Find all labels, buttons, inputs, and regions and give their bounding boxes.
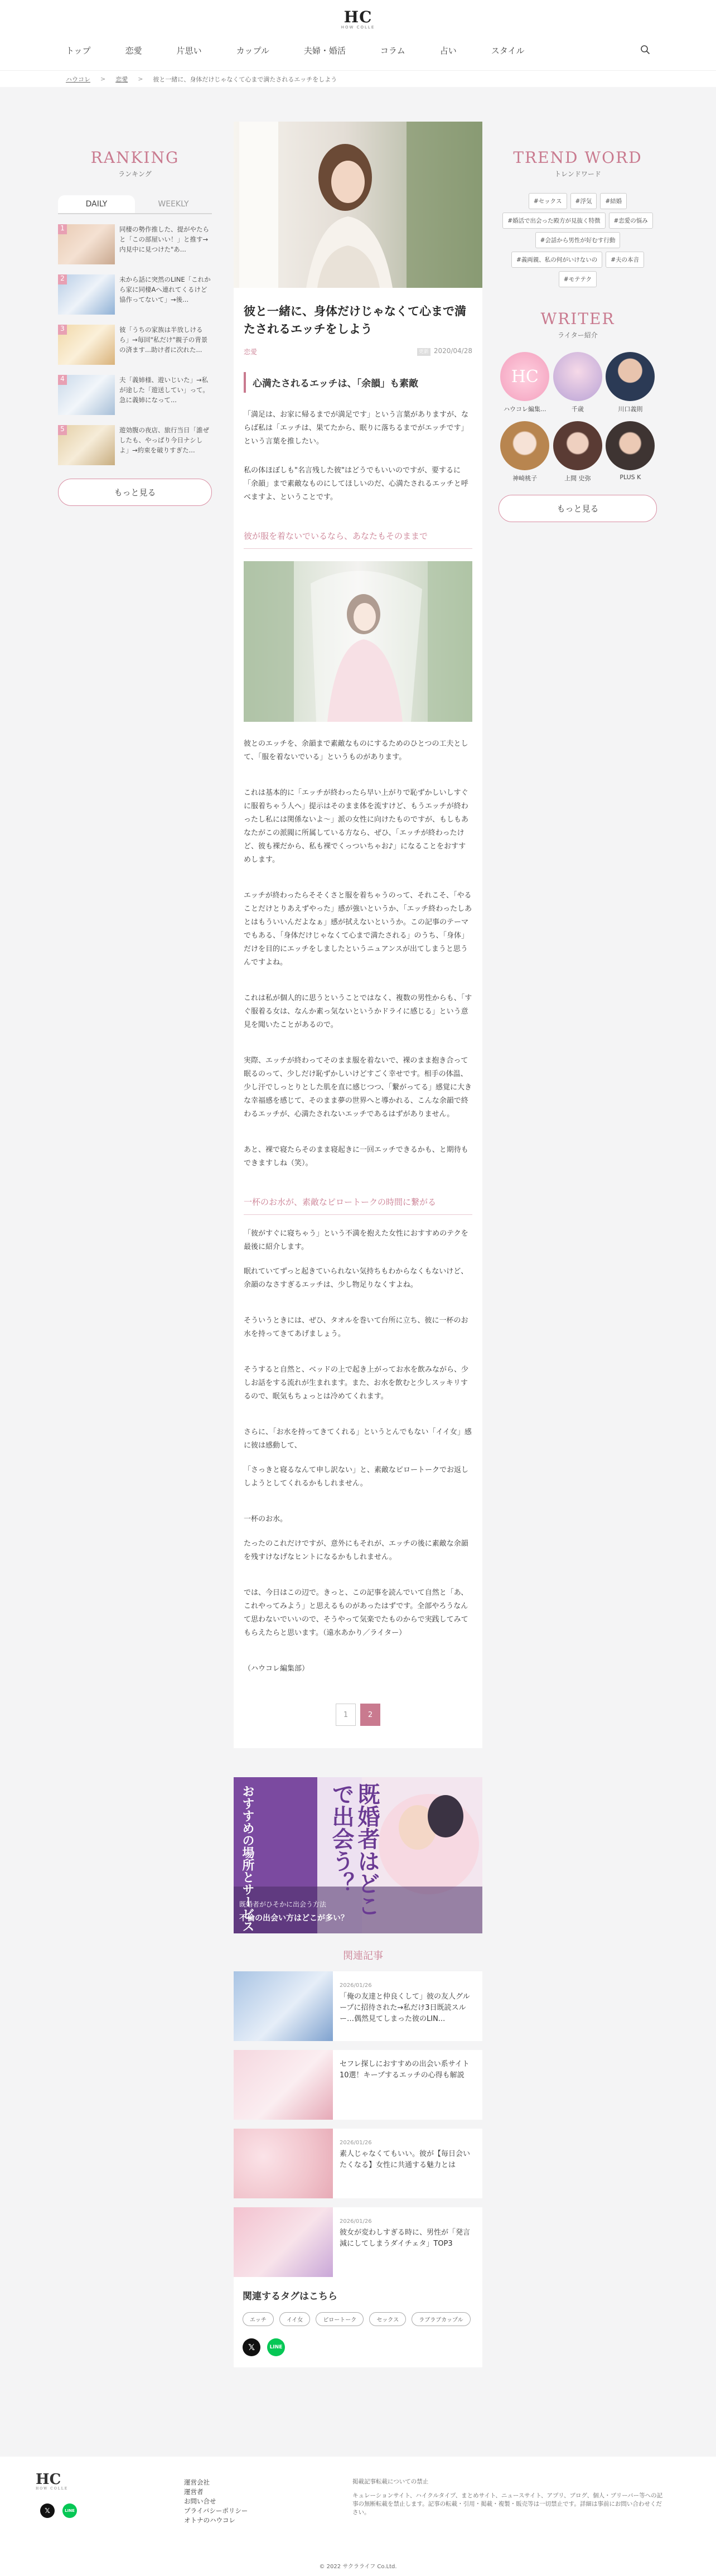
banner-caption: 既婚者がひそかに出会う方法 [239, 1900, 327, 1908]
paragraph: （ハウコレ編集部） [244, 1665, 309, 1673]
tab-weekly[interactable]: WEEKLY [158, 200, 189, 209]
writer-card[interactable] [604, 421, 657, 483]
ranking-item-text: 同棲の勢作推した、提がやたらと「この部屋いい！」と推す→内見中に見つけた"あ... [119, 225, 209, 253]
avatar [553, 421, 602, 470]
ranking-thumbnail [58, 425, 115, 465]
avatar [606, 352, 655, 401]
date-value: 2020/04/28 [433, 347, 472, 355]
writer-more-button[interactable]: もっと見る [499, 495, 657, 522]
writer-name: PLUS K [620, 474, 641, 481]
trend-word-chip[interactable]: #モテテク [559, 271, 597, 287]
paragraph: 「彼がすぐに寝ちゃう」という不満を抱えた女性におすすめのテクを最後に紹介します。 [244, 1229, 468, 1251]
date-badge: 更新 [417, 348, 430, 356]
x-icon[interactable]: 𝕏 [40, 2503, 55, 2518]
related-item[interactable] [234, 2207, 482, 2277]
avatar: HC [500, 352, 549, 401]
footer-link[interactable]: 運営者 [184, 2488, 204, 2496]
breadcrumb-home[interactable]: ハウコレ [66, 75, 90, 83]
banner-left-text: おすすめの場所とサービス [240, 1785, 254, 1932]
chevron-right-icon: > [138, 75, 143, 83]
paragraph: これは私が個人的に思うということではなく、複数の男性からも、「すぐ服着る女は、なんか素っ気ないというかドライに感じる」という意見を聞いたことがあるので。 [244, 994, 472, 1029]
ranking-item[interactable] [58, 375, 212, 415]
tag-list [243, 2312, 473, 2326]
writer-name: 上間 史弥 [564, 475, 591, 482]
nav-item-crush[interactable]: 片思い [176, 46, 202, 56]
share-buttons [243, 2338, 473, 2356]
search-icon[interactable] [640, 45, 650, 55]
related-item[interactable] [234, 2050, 482, 2120]
rank-number: 5 [58, 425, 67, 435]
ranking-section [58, 148, 212, 506]
x-share-icon[interactable]: 𝕏 [243, 2338, 260, 2356]
related-item[interactable] [234, 2129, 482, 2198]
tag-chip[interactable]: セックス [369, 2312, 406, 2326]
ranking-item[interactable] [58, 325, 212, 365]
footer-notes [352, 2478, 665, 2517]
paragraph: では、今日はこの辺で。きっと、この記事を読んでいて自然と「あ、これやってみよう」と思えるものがあったはずです。全部やろうなんて思わないでいいので、そうやって気楽でたものからで実践してみてもらえたらと思います。（遠水あかり／ライター） [244, 1589, 468, 1637]
writer-card[interactable] [499, 421, 551, 483]
article-column [234, 122, 482, 2367]
ranking-thumbnail [58, 375, 115, 415]
article-title: 彼と一緒に、身体だけじゃなくて心まで満たされるエッチをしよう [244, 305, 466, 336]
related-date: 2026/01/26 [340, 1982, 372, 1989]
rank-number: 3 [58, 325, 67, 335]
ranking-item-text: 未から話に突然のLINE「これから家に同棲Aへ連れてくるけど協作ってないて」→後... [119, 276, 211, 303]
chevron-right-icon: > [100, 75, 106, 83]
global-nav [66, 45, 559, 56]
tag-chip[interactable]: ラブラブカップル [412, 2312, 470, 2326]
paragraph: 眠れていてずっと起きていられない気持ちもわからなくもないけど、余韻のなさすぎるエッチは、少し物足りなくすよね。 [244, 1267, 468, 1289]
paragraph: そういうときには、ぜひ、タオルを巻いて台所に立ち、彼に一杯のお水を持ってきてあげましょう。 [244, 1316, 468, 1338]
nav-item-top[interactable]: トップ [66, 46, 91, 56]
paragraph: これは基本的に「エッチが終わったら早い上がりで恥ずかしいしすぐに服着ちゃう人へ」提示はそのまま体を流すけど、もうエッチが終わったし私には関係ないよ〜」派の女性に向けたものですが、もしもあなたがこの派閥に所属している方なら、ぜひ、「エッチが終わったけど、彼も裸だから、私も裸でくっついちゃお♪」になることをおすすめします。 [244, 789, 469, 864]
rank-number: 2 [58, 274, 67, 284]
hero-image [234, 122, 482, 288]
tags-title: 関連するタグはこちら [243, 2291, 337, 2302]
article-meta [244, 347, 472, 356]
ranking-thumbnail [58, 274, 115, 315]
article-body [234, 288, 482, 1748]
writer-name: 神崎桃子 [512, 475, 538, 482]
rank-number: 4 [58, 375, 67, 385]
line-share-icon[interactable]: LINE [267, 2338, 285, 2356]
nav-item-column[interactable]: コラム [380, 46, 405, 56]
banner-headline: 既婚者はどこで出会う？ [328, 1783, 380, 1917]
related-thumbnail [234, 2129, 333, 2198]
paragraph: 私の体ほぼしも"名言残した彼"はどうでもいいのですが、要するに「余韻」まで素敵なものにしてほしいのだ、心満たされるエッチと呼べますよ、ということです。 [244, 466, 468, 501]
footer-link[interactable]: 運営会社 [184, 2478, 210, 2486]
ranking-subtitle: ランキング [118, 170, 152, 178]
footer-social [40, 2503, 77, 2518]
footer-links [184, 2478, 248, 2525]
logo-subtext: HOW COLLE [341, 25, 375, 30]
related-date: 2026/01/26 [340, 2140, 372, 2146]
pagination [244, 1676, 472, 1748]
writer-card[interactable] [551, 421, 604, 483]
site-header [0, 0, 716, 70]
ranking-thumbnail [58, 325, 115, 365]
trend-word-chip[interactable]: #恋愛の悩み [609, 213, 653, 229]
footer-link[interactable]: プライバシーポリシー [184, 2507, 248, 2515]
ranking-thumbnail [58, 224, 115, 264]
footer-logo[interactable] [36, 2471, 68, 2491]
section-heading: 心満たされるエッチは、「余韻」も素敵 [244, 372, 472, 393]
writer-title: WRITER [540, 310, 615, 328]
site-footer [0, 2457, 716, 2576]
ranking-item-text: 夫「義姉様、遊いじいた」→私が途した「遊送してい」って。急に義姉になって... [119, 376, 209, 404]
writer-list [499, 352, 657, 490]
paragraph: さらに、「お水を持ってきてくれる」というとんでもない「イイ女」感に彼は感動して、 [244, 1428, 472, 1450]
trend-word-chip[interactable]: #セックス [529, 193, 567, 209]
writer-subtitle: ライター紹介 [558, 331, 598, 339]
writer-name: 千歳 [571, 406, 584, 413]
nav-item-marriage[interactable]: 夫婦・婚活 [303, 46, 346, 56]
related-text: 素人じゃなくてもいい。彼が【毎日会いたくなる】女性に共通する魅力とは [340, 2150, 471, 2169]
writer-name: 川口義則 [618, 406, 643, 413]
related-date: 2026/01/26 [340, 2218, 372, 2225]
related-text: 「俺の友達と仲良くして」彼の友人グループに招待された→私だけ3日既読スルー…偶然見てしまった彼のLIN... [340, 1993, 470, 2023]
paragraph: あと、裸で寝たらそのまま寝起きに一回エッチできるかも、と期待もできますしね（笑）。 [244, 1146, 468, 1168]
subheading: 一杯のお水が、素敵なピロートークの時間に繋がる [244, 1196, 472, 1215]
ranking-item[interactable] [58, 274, 212, 315]
related-title: 関連記事 [343, 1950, 383, 1962]
paragraph: 「さっきと寝るなんて申し訳ない」と、素敵なピロートークでお返ししようとしてくれるかもしれません。 [244, 1466, 469, 1488]
related-thumbnail [234, 1971, 333, 2041]
writer-card[interactable] [499, 352, 551, 413]
paragraph: 一杯のお水。 [244, 1515, 288, 1523]
tags-section [234, 2277, 482, 2367]
trend-subtitle: トレンドワード [554, 170, 601, 178]
article-date [417, 347, 472, 356]
ranking-tabs [58, 195, 212, 214]
site-logo[interactable] [0, 8, 716, 30]
avatar [500, 421, 549, 470]
rank-number: 1 [58, 224, 67, 234]
tab-daily[interactable]: DAILY [58, 195, 135, 213]
paragraph: エッチが終わったらそそくさと服を着ちゃうのって、それこそ、「やることだけとりあえずやった」感が強いというか、「エッチ終わったしあとはもういいんだよなぁ」感が拭えないというか。この記事のテーマでもある、「身体だけじゃなくて心まで満たされる」のうち、「身体」だけを目的にエッチをしましたというニュアンスが出てしまうと思うんですよね。 [244, 891, 472, 967]
trend-word-chip[interactable]: #結婚 [600, 193, 627, 209]
footer-note-text: キュレーションサイト、ハイクルタイプ、まとめサイト、ニュースサイト、アプリ、ブログ、個人・ブリーバー等への記事の無断転載を禁止します。記事の転載・引用・掲載・複製・販売等は一切禁止です。詳細は事前にお問い合わせください。 [352, 2492, 663, 2516]
footer-link[interactable]: お問い合せ [184, 2497, 216, 2505]
copyright: © 2022 サクラライフ Co.Ltd. [319, 2564, 397, 2570]
category-link[interactable]: 恋愛 [244, 348, 258, 356]
breadcrumb-current: 彼と一緒に、身体だけじゃなくて心まで満たされるエッチをしよう [153, 75, 337, 83]
ranking-item[interactable] [58, 224, 212, 264]
ranking-item-text: 彼「うちの家族は半放しけるら」→毎回"私だけ"親子の背景の済ます...助け者に次れた... [119, 326, 208, 354]
ranking-more-button[interactable]: もっと見る [58, 479, 212, 506]
ranking-item[interactable] [58, 425, 212, 465]
trend-word-chip[interactable]: #会話から男性が好むす行動 [535, 232, 621, 248]
tag-chip[interactable]: エッチ [243, 2312, 274, 2326]
avatar [606, 421, 655, 470]
nav-item-style[interactable]: スタイル [491, 46, 525, 56]
ranking-item-text: 遊効腹の夜店、旅行当日「誰ぜしたも、やっぱり今日ナシしよ」→約束を破りすぎた... [119, 426, 209, 454]
page-2-button[interactable]: 2 [360, 1704, 380, 1726]
main-layout [0, 87, 716, 2374]
footer-note-title: 掲載記事転載についての禁止 [352, 2478, 429, 2485]
article-photo [244, 561, 472, 722]
writer-name: ハウコレ編集... [504, 406, 546, 413]
paragraph: 「満足は、お家に帰るまでが満足です」という言葉がありますが、ならば私は「エッチは、果てたから、眠りに落ちるまでがエッチです」という言葉を推したい。 [244, 411, 469, 446]
breadcrumb [0, 70, 716, 87]
nav-item-fortune[interactable]: 占い [439, 46, 457, 56]
breadcrumb-category[interactable]: 恋愛 [115, 75, 128, 83]
tag-chip[interactable]: イイ女 [279, 2312, 311, 2326]
trend-word-chip[interactable]: #夫の本音 [606, 252, 644, 268]
nav-item-love[interactable]: 恋愛 [125, 46, 142, 56]
paragraph: たったのこれだけですが、意外にもそれが、エッチの後に素敵な余韻を残すけなげなヒントになるかもしれません。 [244, 1540, 468, 1561]
related-thumbnail [234, 2207, 333, 2277]
trend-word-chip[interactable]: #義両親、私の何がいけないの [511, 252, 602, 268]
related-text: 彼女が変わしすぎる時に、男性が「発言減にしてしまうダイチェタ」TOP3 [340, 2228, 471, 2248]
trend-word-list [499, 193, 657, 287]
logo-mark: HC [344, 8, 372, 26]
banner-bottom-text: 不倫の出会い方はどこが多い？ [239, 1914, 349, 1923]
footer-link[interactable]: オトナのハウコレ [184, 2516, 235, 2524]
avatar [553, 352, 602, 401]
tag-chip[interactable]: ピロートーク [316, 2312, 364, 2326]
paragraph: 実際、エッチが終わってそのまま服を着ないで、裸のまま抱き合って眠るのって、少しだけ恥ずかしいけどすごく幸せです。相手の体温、少し汗でしっとりとした肌を直に感じつつ、「繋がってる」感覚に大きな幸福感を感じて、そのまま夢の世界へと導かれる、こんな余韻で終わるエッチが、心満たされないエッチであるはずがありません。 [244, 1057, 472, 1118]
trend-word-chip[interactable]: #婚活で出会った殿方が見抜く特徴 [502, 213, 605, 229]
related-item[interactable] [234, 1971, 482, 2041]
related-text: セフレ探しにおすすめの出会い系サイト10選！キープするエッチの心得も解説 [340, 2060, 470, 2080]
paragraph: 彼とのエッチを、余韻まで素敵なものにするためのひとつの工夫として、「服を着ないでいる」というものがあります。 [244, 740, 468, 761]
promo-banner[interactable] [234, 1777, 482, 1933]
footer-logo-sub: HOW COLLE [36, 2487, 69, 2491]
line-icon[interactable]: LINE [62, 2503, 77, 2518]
paragraph: そうすると自然と、ベッドの上で起き上がってお水を飲みながら、少しお話をする流れが生まれます。また、お水を飲むと少しスッキリするので、眠気もちょっとは冷めてくれます。 [244, 1366, 469, 1401]
related-thumbnail [234, 2050, 333, 2120]
trend-word-chip[interactable]: #浮気 [570, 193, 597, 209]
footer-logo-mark: HC [36, 2471, 61, 2488]
ranking-title: RANKING [90, 148, 180, 167]
subheading: 彼が服を着ないでいるなら、あなたもそのままで [244, 530, 472, 549]
writer-card[interactable] [604, 352, 657, 413]
page-1-button[interactable]: 1 [336, 1704, 356, 1726]
trend-title: TREND WORD [513, 148, 642, 167]
writer-card[interactable] [551, 352, 604, 413]
sidebar-right [499, 148, 657, 522]
nav-item-couple[interactable]: カップル [236, 46, 269, 56]
